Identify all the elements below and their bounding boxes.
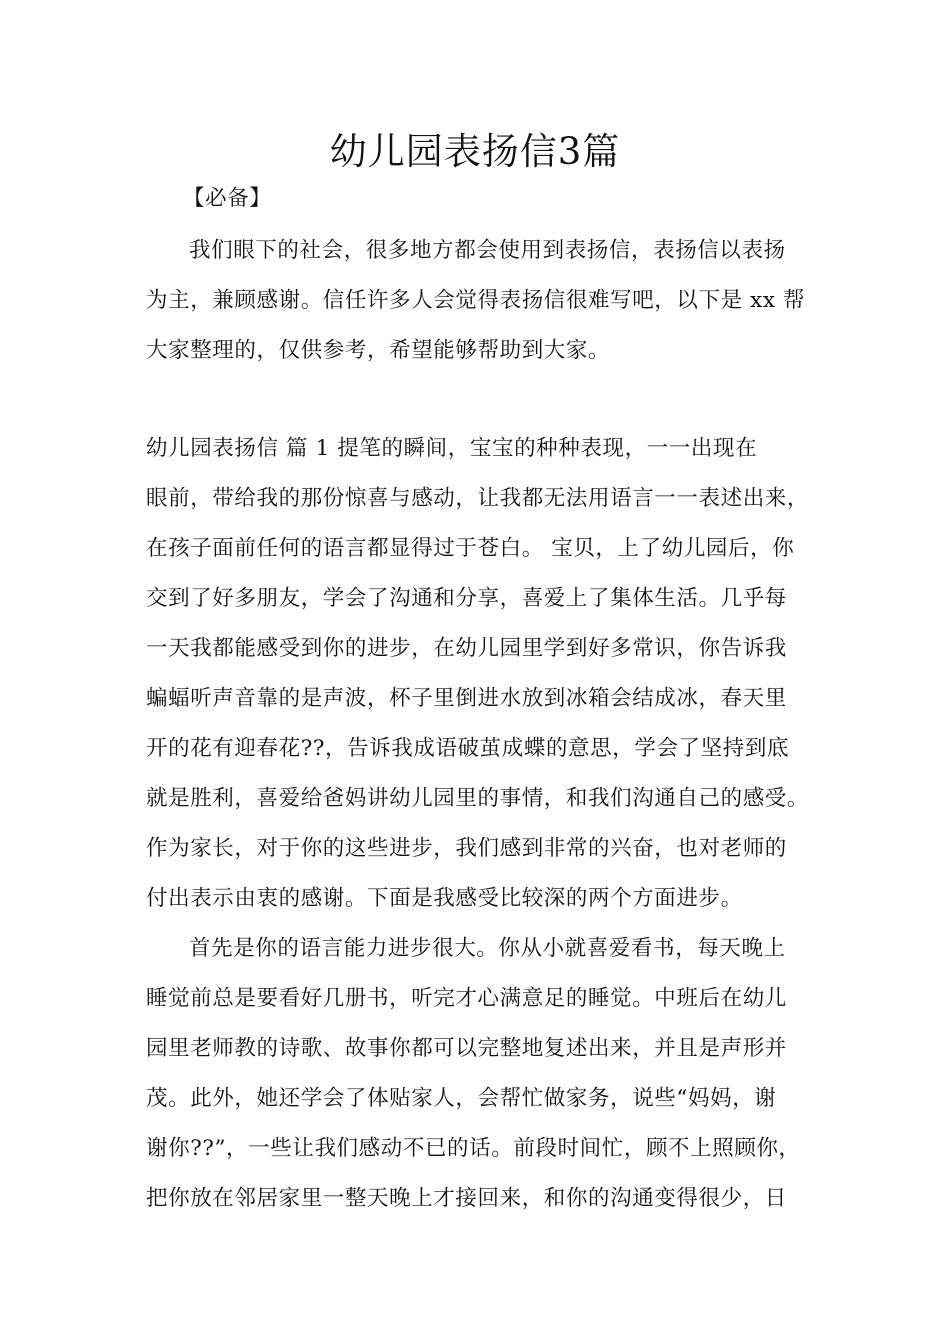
section1-line: 作为家长，对于你的这些进步，我们感到非常的兴奋，也对老师的 — [146, 836, 787, 861]
para2-line: 茂。此外，她还学会了体贴家人，会帮忙做家务，说些“妈妈，谢 — [146, 1086, 777, 1111]
document-title: 幼儿园表扬信3篇 — [329, 130, 621, 173]
section1-line: 蝙蝠听声音靠的是声波，杯子里倒进水放到冰箱会结成冰，春天里 — [146, 686, 787, 711]
section1-line: 眼前，带给我的那份惊喜与感动，让我都无法用语言一一表述出来， — [146, 486, 810, 511]
section1-line: 交到了好多朋友，学会了沟通和分享，喜爱上了集体生活。几乎每 — [146, 586, 787, 611]
intro-line: 我们眼下的社会，很多地方都会使用到表扬信，表扬信以表扬 — [189, 238, 786, 263]
para2-line: 首先是你的语言能力进步很大。你从小就喜爱看书，每天晚上 — [189, 936, 786, 961]
para2-line: 把你放在邻居家里一整天晚上才接回来，和你的沟通变得很少，日 — [146, 1186, 787, 1211]
section1-line: 付出表示由衷的感谢。下面是我感受比较深的两个方面进步。 — [146, 886, 743, 911]
para2-line: 谢你??”，一些让我们感动不已的话。前段时间忙，顾不上照顾你， — [146, 1136, 801, 1161]
tag-label: 【必备】 — [183, 186, 272, 211]
section1-line: 开的花有迎春花??，告诉我成语破茧成蝶的意思，学会了坚持到底 — [146, 736, 790, 761]
para2-line: 睡觉前总是要看好几册书，听完才心满意足的睡觉。中班后在幼儿 — [146, 986, 787, 1011]
section1-line: 就是胜利，喜爱给爸妈讲幼儿园里的事情，和我们沟通自己的感受。 — [146, 786, 810, 811]
intro-line: 为主，兼顾感谢。信任许多人会觉得表扬信很难写吧，以下是 xx 帮 — [146, 288, 806, 313]
section1-line: 幼儿园表扬信 篇 1 提笔的瞬间，宝宝的种种表现，一一出现在 — [146, 436, 758, 461]
section1-line: 在孩子面前任何的语言都显得过于苍白。 宝贝，上了幼儿园后，你 — [146, 536, 795, 561]
section1-line: 一天我都能感受到你的进步，在幼儿园里学到好多常识，你告诉我 — [146, 636, 787, 661]
para2-line: 园里老师教的诗歌、故事你都可以完整地复述出来，并且是声形并 — [146, 1036, 787, 1061]
intro-line: 大家整理的，仅供参考，希望能够帮助到大家。 — [146, 338, 611, 363]
